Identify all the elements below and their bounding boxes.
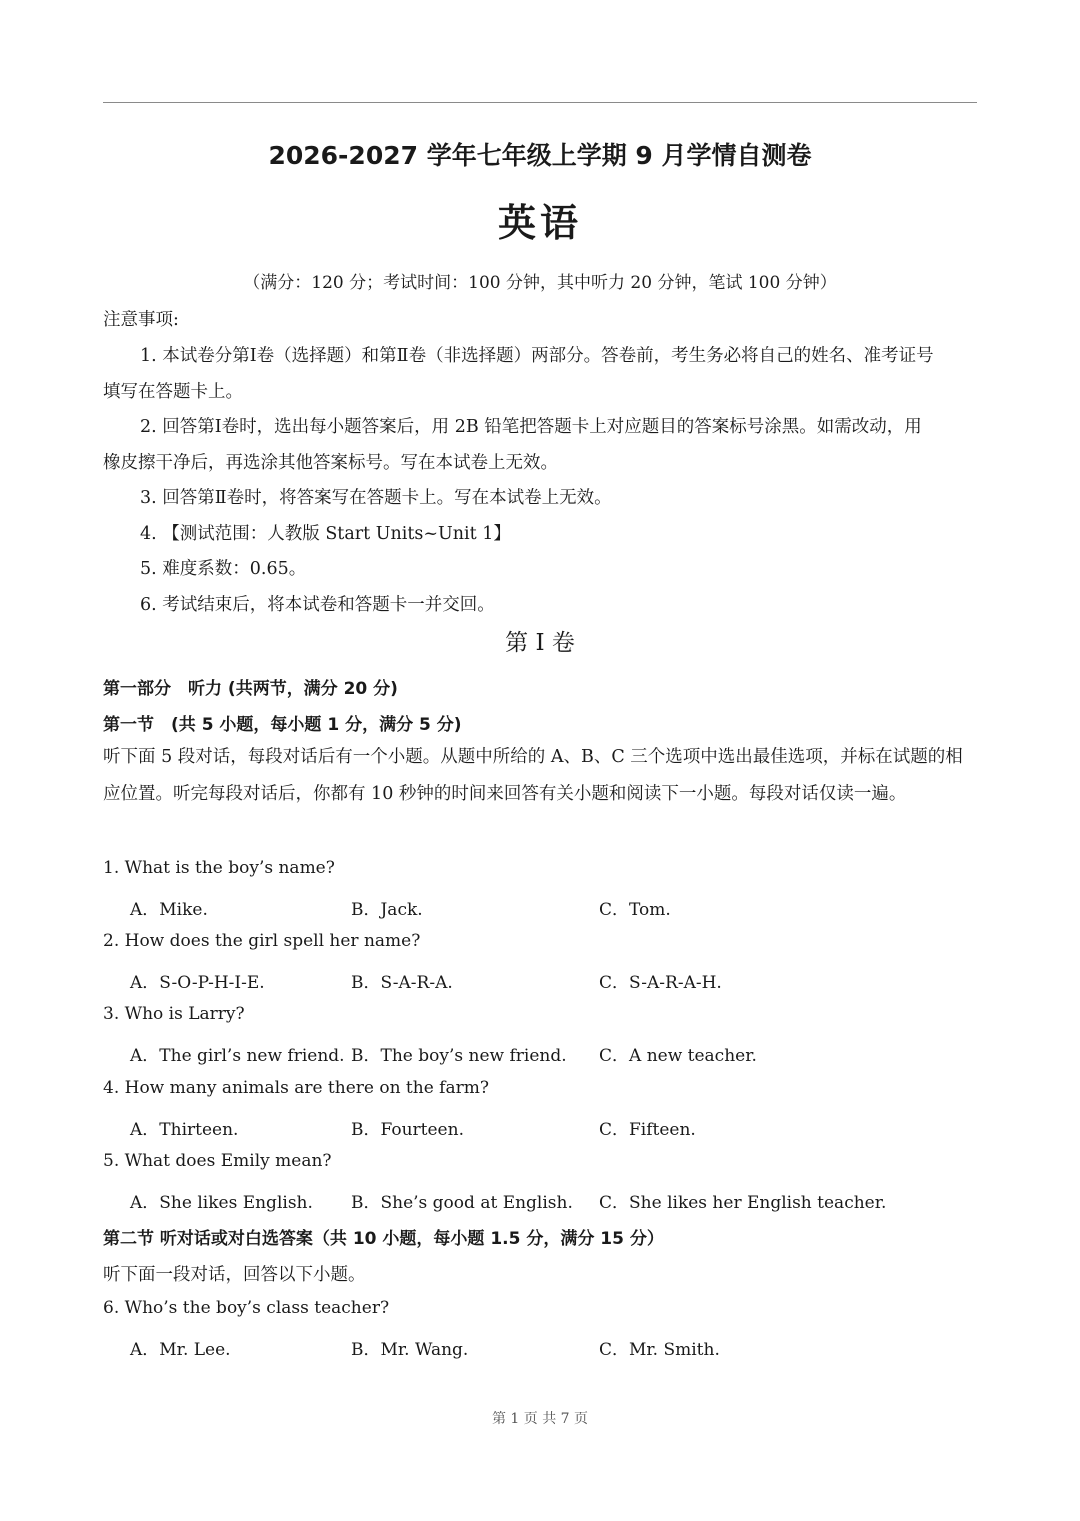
question-4: 4. How many animals are there on the farm?	[103, 1078, 489, 1098]
note-item: 6. 考试结束后，将本试卷和答题卡一并交回。	[140, 595, 495, 615]
note-item: 3. 回答第Ⅱ卷时，将答案写在答题卡上。写在本试卷上无效。	[140, 488, 612, 508]
option-c: C．She likes her English teacher.	[599, 1193, 887, 1213]
option-b: B．The boy’s new friend.	[351, 1046, 567, 1066]
option-b: B．Jack.	[351, 900, 423, 920]
exam-title: 2026-2027 学年七年级上学期 9 月学情自测卷	[268, 141, 812, 170]
option-b: B．She’s good at English.	[351, 1193, 573, 1213]
question-2: 2. How does the girl spell her name?	[103, 931, 421, 951]
question-6: 6. Who’s the boy’s class teacher?	[103, 1298, 390, 1318]
subject-title: 英语	[497, 201, 582, 245]
question-1: 1. What is the boy’s name?	[103, 858, 335, 878]
option-c: C．Tom.	[599, 900, 671, 920]
option-a: A．Thirteen.	[130, 1120, 239, 1140]
question-3: 3. Who is Larry?	[103, 1004, 245, 1024]
option-a: A．Mike.	[130, 900, 208, 920]
option-b: B．Mr. Wang.	[351, 1340, 469, 1360]
header-rule	[103, 102, 977, 103]
option-a: A．She likes English.	[130, 1193, 313, 1213]
option-c: C．S-A-R-A-H.	[599, 973, 722, 993]
section2-heading: 第二节 听对话或对白选答案（共 10 小题，每小题 1.5 分，满分 15 分）	[103, 1229, 664, 1249]
section1-instructions: 听下面 5 段对话，每段对话后有一个小题。从题中所给的 A、B、C 三个选项中选出最佳选项，并标在试题的相应位置。听完每段对话后，你都有 10 秒钟的时间来回答有关小题和阅读下一小题。每段对话仅读一遍。	[103, 747, 963, 804]
note-item: 2. 回答第Ⅰ卷时，选出每小题答案后，用 2B 铅笔把答题卡上对应题目的答案标号涂黑。如需改动，用	[140, 417, 922, 437]
score-info: （满分：120 分；考试时间：100 分钟，其中听力 20 分钟，笔试 100 分钟）	[243, 273, 837, 293]
option-c: C．Fifteen.	[599, 1120, 696, 1140]
option-a: A．S-O-P-H-I-E.	[130, 973, 265, 993]
note-item: 橡皮擦干净后，再选涂其他答案标号。写在本试卷上无效。	[103, 453, 558, 473]
volume-title: 第 I 卷	[505, 630, 575, 656]
option-a: A．Mr. Lee.	[130, 1340, 231, 1360]
question-5: 5. What does Emily mean?	[103, 1151, 332, 1171]
option-b: B．Fourteen.	[351, 1120, 464, 1140]
part1-heading: 第一部分 听力 (共两节，满分 20 分)	[103, 679, 398, 699]
section1-heading: 第一节 (共 5 小题，每小题 1 分，满分 5 分)	[103, 715, 462, 735]
note-item: 4. 【测试范围：人教版 Start Units~Unit 1】	[140, 524, 511, 544]
note-item: 5. 难度系数：0.65。	[140, 559, 307, 579]
option-a: A．The girl’s new friend.	[130, 1046, 345, 1066]
note-item: 1. 本试卷分第Ⅰ卷（选择题）和第Ⅱ卷（非选择题）两部分。答卷前，考生务必将自己的姓名、准考证号	[140, 346, 934, 366]
section2-instructions: 听下面一段对话，回答以下小题。	[103, 1265, 366, 1285]
page-footer: 第 1 页 共 7 页	[491, 1411, 589, 1427]
option-c: C．Mr. Smith.	[599, 1340, 720, 1360]
option-b: B．S-A-R-A.	[351, 973, 453, 993]
note-item: 填写在答题卡上。	[103, 382, 243, 402]
notes-heading: 注意事项:	[103, 310, 179, 330]
option-c: C．A new teacher.	[599, 1046, 757, 1066]
